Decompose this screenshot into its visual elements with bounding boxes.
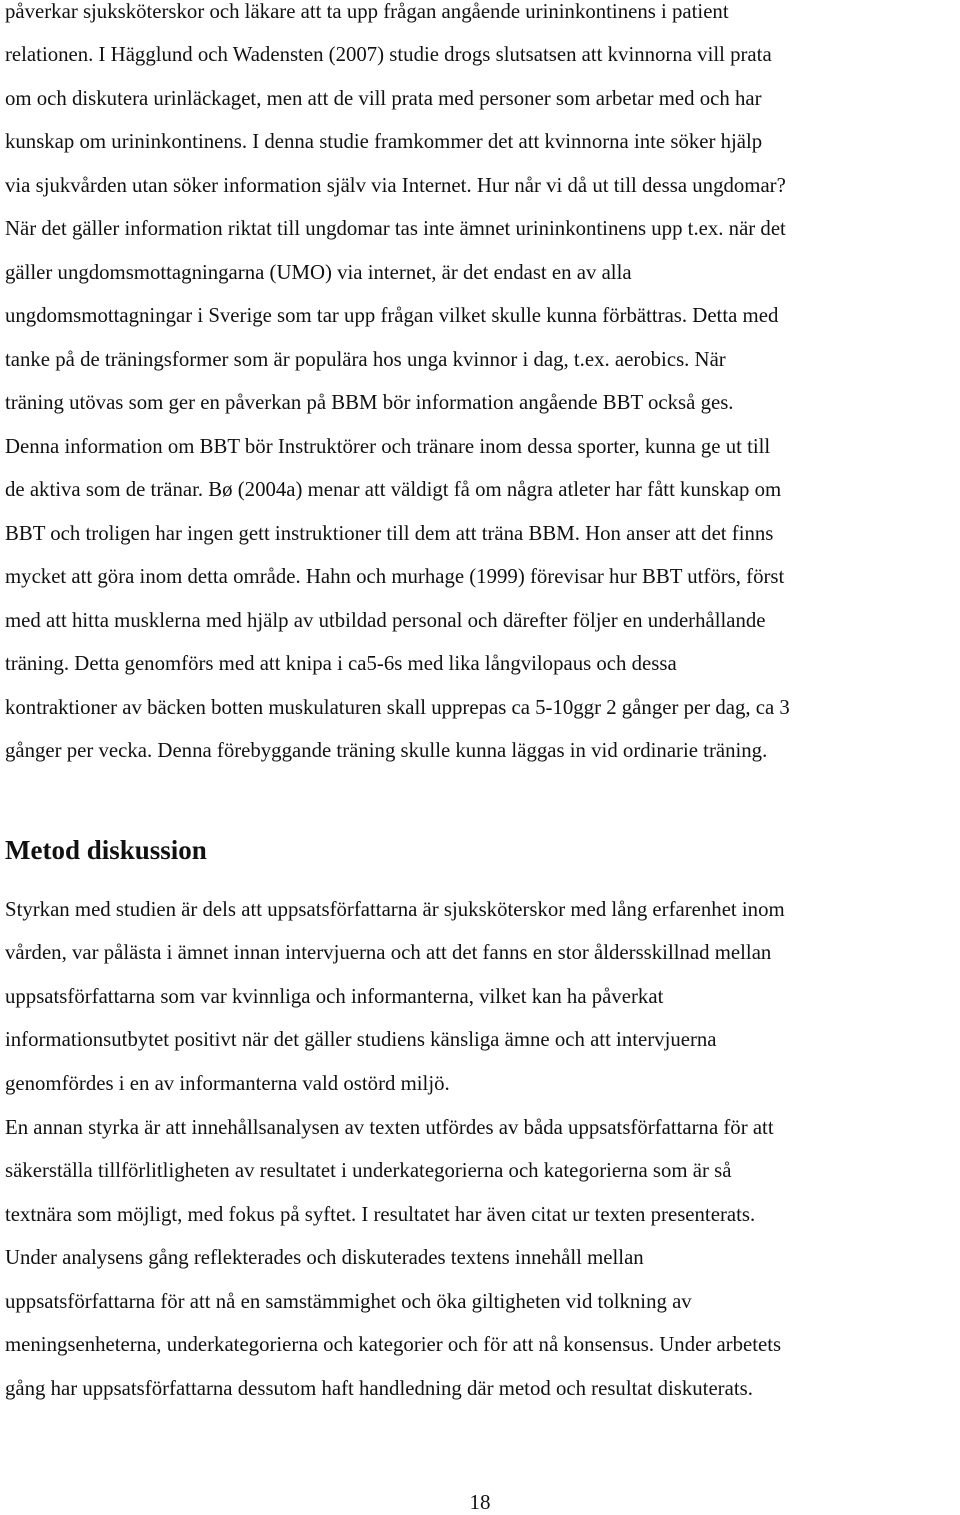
text-line: vården, var pålästa i ämnet innan intervjuerna och att det fanns en stor åldersskillnad mellan xyxy=(5,941,772,964)
text-line: de aktiva som de tränar. Bø (2004a) menar att väldigt få om några atleter har fått kunskap om xyxy=(5,478,782,501)
text-line: uppsatsförfattarna för att nå en samstämmighet och öka giltigheten vid tolkning av xyxy=(5,1290,692,1313)
text-line: gäller ungdomsmottagningarna (UMO) via internet, är det endast en av alla xyxy=(5,261,632,284)
text-line: Under analysens gång reflekterades och diskuterades textens innehåll mellan xyxy=(5,1246,644,1269)
text-line: säkerställa tillförlitligheten av resultatet i underkategorierna och kategorierna som är så xyxy=(5,1159,732,1182)
text-line: När det gäller information riktat till ungdomar tas inte ämnet urininkontinens upp t.ex. när det xyxy=(5,217,786,240)
text-line: med att hitta musklerna med hjälp av utbildad personal och därefter följer en underhållande xyxy=(5,609,766,632)
text-line: påverkar sjuksköterskor och läkare att ta upp frågan angående urininkontinens i patient xyxy=(5,0,729,23)
text-line: kontraktioner av bäcken botten muskulaturen skall upprepas ca 5-10ggr 2 gånger per dag, ca 3 xyxy=(5,696,790,719)
section-heading: Metod diskussion xyxy=(5,835,207,865)
text-line: gånger per vecka. Denna förebyggande träning skulle kunna läggas in vid ordinarie träning. xyxy=(5,739,768,762)
text-line: genomfördes i en av informanterna vald ostörd miljö. xyxy=(5,1072,450,1095)
text-line: via sjukvården utan söker information själv via Internet. Hur når vi då ut till dessa ungdomar? xyxy=(5,174,786,197)
text-line: meningsenheterna, underkategorierna och kategorier och för att nå konsensus. Under arbetets xyxy=(5,1333,782,1356)
text-line: relationen. I Hägglund och Wadensten (2007) studie drogs slutsatsen att kvinnorna vill prata xyxy=(5,43,772,66)
text-line: träning. Detta genomförs med att knipa i ca5-6s med lika långvilopaus och dessa xyxy=(5,652,677,675)
text-line: gång har uppsatsförfattarna dessutom haft handledning där metod och resultat diskuterats. xyxy=(5,1377,753,1400)
text-line: om och diskutera urinläckaget, men att de vill prata med personer som arbetar med och har xyxy=(5,87,762,110)
text-line: BBT och troligen har ingen gett instruktioner till dem att träna BBM. Hon anser att det finns xyxy=(5,522,774,545)
text-line: textnära som möjligt, med fokus på syftet. I resultatet har även citat ur texten presenterats. xyxy=(5,1203,756,1226)
text-line: mycket att göra inom detta område. Hahn och murhage (1999) förevisar hur BBT utförs, först xyxy=(5,565,785,588)
text-line: Styrkan med studien är dels att uppsatsförfattarna är sjuksköterskor med lång erfarenhet inom xyxy=(5,898,785,921)
page-number: 18 xyxy=(469,1490,491,1514)
text-line: kunskap om urininkontinens. I denna studie framkommer det att kvinnorna inte söker hjälp xyxy=(5,130,763,153)
text-line: träning utövas som ger en påverkan på BBM bör information angående BBT också ges. xyxy=(5,391,734,414)
text-line: uppsatsförfattarna som var kvinnliga och informanterna, vilket kan ha påverkat xyxy=(5,985,664,1008)
text-line: Denna information om BBT bör Instruktörer och tränare inom dessa sporter, kunna ge ut till xyxy=(5,435,771,458)
text-line: En annan styrka är att innehållsanalysen av texten utfördes av båda uppsatsförfattarna för att xyxy=(5,1116,774,1139)
text-line: informationsutbytet positivt när det gäller studiens känsliga ämne och att intervjuerna xyxy=(5,1028,717,1051)
text-line: tanke på de träningsformer som är populära hos unga kvinnor i dag, t.ex. aerobics. När xyxy=(5,348,726,371)
text-line: ungdomsmottagningar i Sverige som tar upp frågan vilket skulle kunna förbättras. Detta med xyxy=(5,304,779,327)
